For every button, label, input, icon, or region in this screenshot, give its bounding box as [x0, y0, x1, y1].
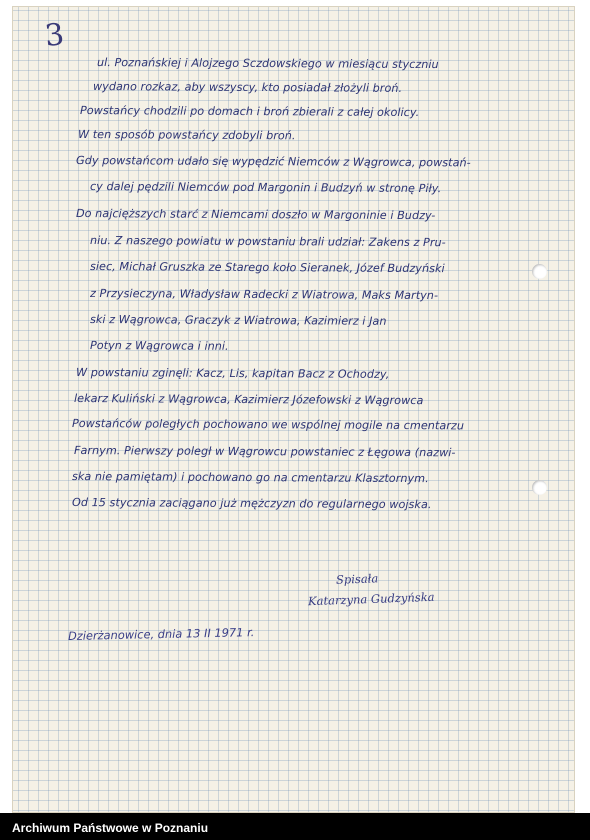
footer-bar: [0, 813, 590, 840]
page-number: 3: [43, 17, 66, 54]
text-line: W ten sposób powstańcy zdobyli broń.: [77, 128, 296, 143]
text-line: Farnym. Pierwszy poległ w Wągrowcu powstaniec z Łęgowa (nazwi-: [73, 444, 456, 460]
archive-name: Archiwum Państwowe w Poznaniu: [12, 821, 209, 835]
date-line: Dzierżanowice, dnia 13 II 1971 r.: [67, 625, 255, 643]
signature-caption: Spisała: [335, 571, 379, 587]
text-line: lekarz Kuliński z Wągrowca, Kazimierz Józefowski z Wągrowca: [73, 392, 424, 408]
text-line: siec, Michał Gruszka ze Starego koło Sieranek, Józef Budzyński: [89, 260, 445, 276]
punch-hole: [532, 264, 547, 279]
text-line: niu. Z naszego powiatu w powstaniu brali udział: Zakens z Pru-: [89, 234, 446, 250]
text-line: ul. Poznańskiej i Alojzego Sczdowskiego w miesiącu styczniu: [96, 56, 439, 72]
text-line: Powstańcy chodzili po domach i broń zbierali z całej okolicy.: [79, 104, 420, 120]
text-line: Od 15 stycznia zaciągano już mężczyzn do regularnego wojska.: [71, 496, 432, 512]
text-line: ska nie pamiętam) i pochowano go na cmentarzu Klasztornym.: [71, 470, 429, 486]
text-line: ski z Wągrowca, Graczyk z Wiatrowa, Kazimierz i Jan: [89, 313, 387, 328]
signature-name: Katarzyna Gudzyńska: [307, 589, 435, 609]
text-line: Gdy powstańcom udało się wypędzić Niemców z Wągrowca, powstań-: [75, 154, 471, 170]
text-line: cy dalej pędzili Niemców pod Margonin i Budzyń w stronę Piły.: [89, 180, 442, 196]
text-line: wydano rozkaz, aby wszyscy, kto posiadał złożyli broń.: [92, 80, 403, 95]
document-page: [12, 6, 575, 813]
text-line: Potyn z Wągrowca i inni.: [89, 339, 229, 353]
text-line: Do najcięższych starć z Niemcami doszło w Margoninie i Budzy-: [75, 207, 436, 223]
text-line: W powstaniu zginęli: Kacz, Lis, kapitan Bacz z Ochodzy,: [75, 366, 390, 381]
punch-hole: [532, 480, 547, 495]
text-line: z Przysieczyna, Władysław Radecki z Wiatrowa, Maks Martyn-: [89, 287, 439, 303]
text-line: Powstańców poległych pochowano we wspólnej mogile na cmentarzu: [71, 417, 465, 433]
